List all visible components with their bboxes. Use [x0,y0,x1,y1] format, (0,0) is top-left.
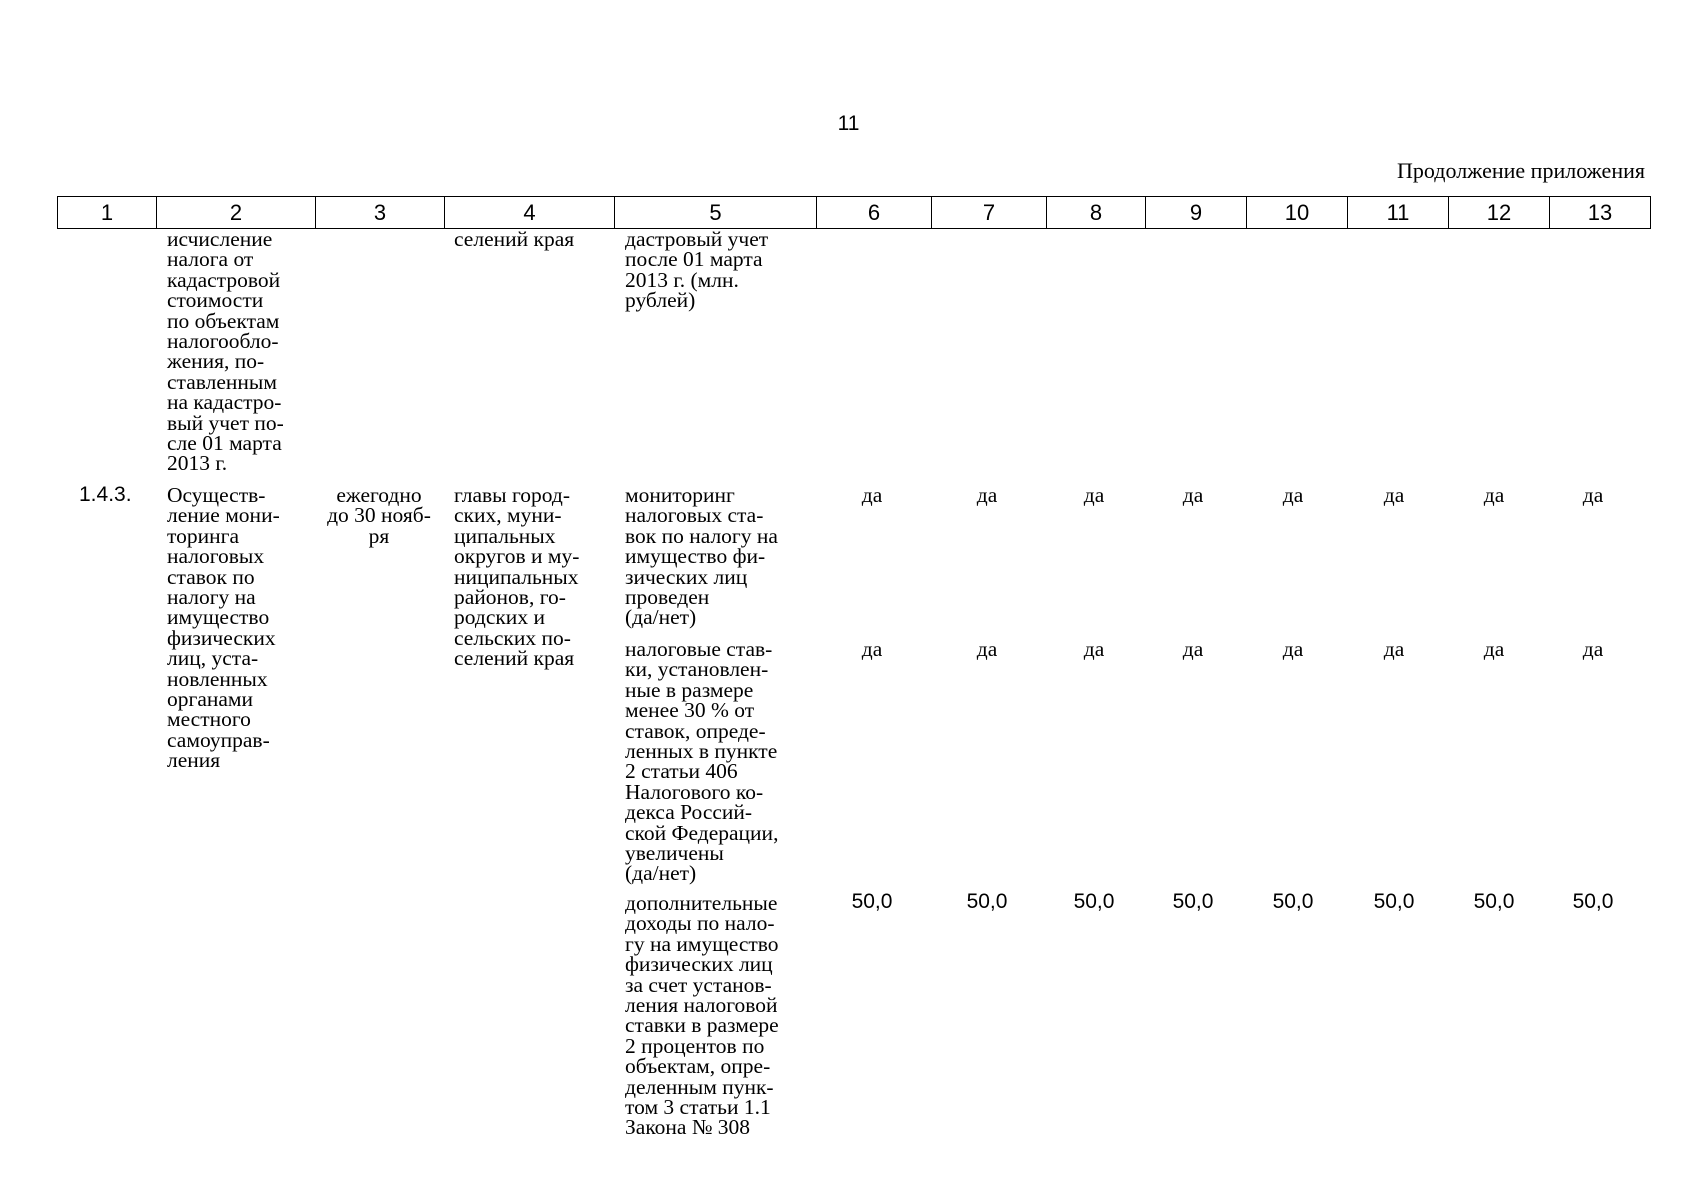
carryover-measure-text: исчисление налога от кадастровой стоимости по объектам налогообло- жения, по- ставленным на кадастро- вый учет по- сле 01 марта 2013 г. [167,227,284,476]
indicator-value: 50,0 [851,890,893,913]
indicator-value: да [1383,637,1405,661]
indicator-value: да [1483,637,1505,661]
column-header: 7 [932,197,1047,229]
indicator-value: да [1582,483,1604,507]
indicator-value: да [861,483,883,507]
indicator-value: да [1282,483,1304,507]
column-header: 5 [615,197,817,229]
column-header: 9 [1146,197,1247,229]
continuation-label: Продолжение приложения [1397,158,1645,183]
column-header: 6 [817,197,932,229]
indicator-text: дополнительные доходы по нало- гу на имущество физических лиц за счет установ- ления налоговой ставки в размере 2 процентов по объектам, опре- деленным пунк- том 3 статьи 1.1 Закона № 308 [625,891,779,1140]
indicator-value: 50,0 [1473,890,1515,913]
header-row [58,197,1651,229]
responsible-text: главы город- ских, муни- ципальных округов и му- ниципальных районов, го- родских и сельских по- селений края [454,483,580,671]
indicator-value: да [861,637,883,661]
column-header: 11 [1348,197,1449,229]
indicator-value: да [1083,483,1105,507]
indicator-value: да [1582,637,1604,661]
column-header: 13 [1550,197,1651,229]
indicator-value: 50,0 [1073,890,1115,913]
indicator-text: налоговые став- ки, установлен- ные в размере менее 30 % от ставок, опреде- ленных в пункте 2 статьи 406 Налогового ко- декса Россий- ской Федерации, увеличены (да/нет) [625,637,779,886]
page-number: 11 [837,112,860,135]
column-header: 12 [1449,197,1550,229]
column-header-table [57,196,1651,229]
indicator-value: да [976,637,998,661]
indicator-value: да [1182,637,1204,661]
column-header: 2 [157,197,316,229]
column-header: 10 [1247,197,1348,229]
indicator-value: 50,0 [1272,890,1314,913]
indicator-value: да [1282,637,1304,661]
indicator-value: 50,0 [1373,890,1415,913]
indicator-value: да [1383,483,1405,507]
column-header: 8 [1047,197,1146,229]
indicator-value: да [1083,637,1105,661]
measure-text: Осуществ- ление мони- торинга налоговых ставок по налогу на имущество физических лиц, уста- новленных органами местного самоуправ- ления [167,483,280,773]
indicator-value: да [976,483,998,507]
indicator-value: да [1483,483,1505,507]
carryover-responsible-text: селений края [454,227,575,251]
column-header: 3 [316,197,445,229]
row-number: 1.4.3. [79,483,132,506]
indicator-value: 50,0 [966,890,1008,913]
indicator-value: 50,0 [1572,890,1614,913]
indicator-value: 50,0 [1172,890,1214,913]
column-header: 4 [445,197,615,229]
indicator-value: да [1182,483,1204,507]
column-header: 1 [58,197,157,229]
indicator-text: мониторинг налоговых ста- вок по налогу на имущество фи- зических лиц проведен (да/нет) [625,483,778,630]
deadline-text: ежегодно до 30 нояб- ря [327,483,431,548]
carryover-indicator-text: дастровый учет после 01 марта 2013 г. (млн. рублей) [625,227,769,313]
